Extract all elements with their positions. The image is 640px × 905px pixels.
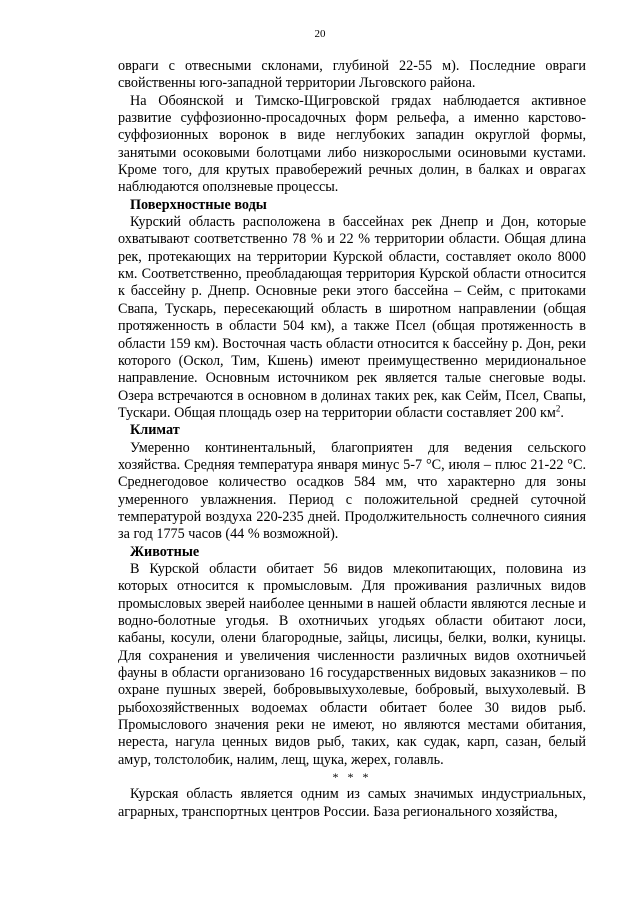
superscript-square: 2 xyxy=(555,403,561,414)
paragraph-economy: Курская область является одним из самых значимых индустриальных, аграрных, транспортных центров России. База регионального хозяйства, xyxy=(118,786,586,820)
section-separator: * * * xyxy=(332,770,372,785)
heading-animals: Животные xyxy=(130,543,200,560)
paragraph-climate: Умеренно континентальный, благоприятен для ведения сельского хозяйства. Средняя температура января минус 5-7 °С, июля – плюс 21-22 °С. Среднегодовое количество осадков 584 мм, что характерно для зоны умеренного увлажнения. Период с положительной средней суточной температурой воздуха 220-235 дней. Продолжительность солнечного сияния за год 1775 часов (44 % возможной). xyxy=(118,439,586,543)
heading-surface-water: Поверхностные воды xyxy=(130,196,267,213)
paragraph-ravines: овраги с отвесными склонами, глубиной 22-55 м). Последние овраги свойственны юго-западной территории Льговского района. xyxy=(118,58,586,92)
paragraph-surface-water xyxy=(118,214,586,422)
heading-climate: Климат xyxy=(130,422,180,439)
paragraph-relief: На Обоянской и Тимско-Щигровской грядах наблюдается активное развитие суффозионно-просадочных форм рельефа, а именно карстово-суффозионных воронок в виде неглубоких западин округлой формы, занятыми осоковыми болотцами либо низкорослыми осиновыми кустами. Кроме того, для крутых правобережий речных долин, в балках и оврагах наблюдаются оползневые процессы. xyxy=(118,92,586,196)
paragraph-animals: В Курской области обитает 56 видов млекопитающих, половина из которых относится к промысловым. Для проживания различных видов промысловых зверей наиболее ценными в нашей области являются лесные и водно-болотные угодья. В охотничьих угодьях области обитают лоси, кабаны, косули, олени благородные, зайцы, лисицы, белки, волки, куницы. Для сохранения и увеличения численности различных видов охотничьей фауны в области организовано 16 государственных видовых заказников – по охране пушных зверей, бобровывыхухолевые, бобровый, выхухолевый. В рыбохозяйственных водоемах области обитает более 30 видов рыб. Промыслового значения реки не имеют, но являются местами обитания, нереста, нагула ценных видов рыб, таких, как судак, карп, сазан, белый амур, толстолобик, налим, лещ, щука, жерех, голавль. xyxy=(118,560,586,768)
document-body xyxy=(118,58,586,821)
surface-water-end: . xyxy=(560,404,564,421)
surface-water-text: Курский область расположена в бассейнах рек Днепр и Дон, которые охватывают соответственно 78 % и 22 % территории области. Общая длина рек, протекающих на территории Курской области, составляет около 8000 км. Соответственно, преобладающая территория Курской области относится к бассейну р. Днепр. Основные реки этого бассейна – Сейм, с притоками Свапа, Тускарь, пересекающий область в широтном направлении (общая протяженность в области 504 км), а также Псел (общая протяженность в области 159 км). Восточная часть области относится к бассейну р. Дон, реки которого (Оскол, Тим, Кшень) имеют преимущественно меридиональное направление. Основным источником рек является талые снеговые воды. Озера встречаются в основном в долинах таких рек, как Сейм, Псел, Свапы, Тускари. Общая площадь озер на территории области составляет 200 км xyxy=(118,214,586,421)
page-number: 20 xyxy=(314,28,326,40)
